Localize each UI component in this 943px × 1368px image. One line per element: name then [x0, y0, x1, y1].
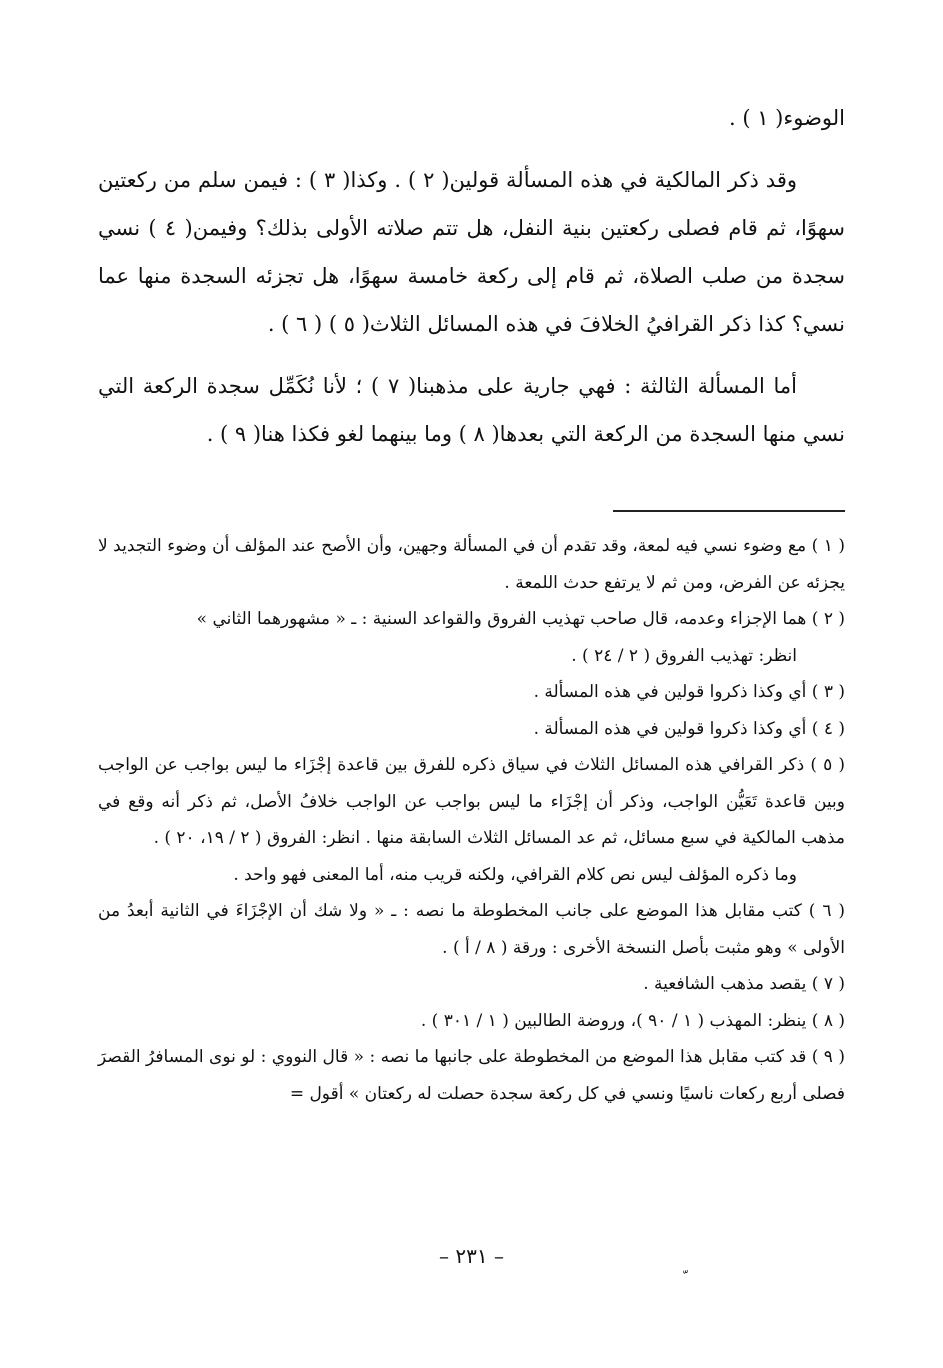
footnote-4: ( ٤ ) أي وكذا ذكروا قولين في هذه المسألة . — [533, 718, 845, 739]
paragraph-2: وقد ذكر المالكية في هذه المسألة قولين( ٢ ) . وكذا( ٣ ) : فيمن سلم من ركعتين سهوًا، ثم قام فصلى ركعتين بنية النفل، هل تتم صلاته الأولى بذلك؟ وفيمن( ٤ ) نسي سجدة من صلب الصلاة، ثم قام إلى ركعة خامسة سهوًا، هل تجزئه السجدة منها عما نسي؟ كذا ذكر القرافيُ الخلافَ في هذه المسائل الثلاث( ٥ ) ( ٦ ) . — [98, 168, 845, 336]
footnote-2-continuation: انظر: تهذيب الفروق ( ٢ / ٢٤ ) . — [571, 645, 797, 666]
footnote-7: ( ٧ ) يقصد مذهب الشافعية . — [643, 974, 845, 994]
footnote-1: ( ١ ) مع وضوء نسي فيه لمعة، وقد تقدم أن في المسألة وجهين، وأن الأصح عند المؤلف أن وضوء التجديد لا يجزئه عن الفرض، ومن ثم لا يرتفع حدث اللمعة . — [98, 536, 845, 593]
footnote-9: ( ٩ ) قد كتب مقابل هذا الموضع من المخطوطة على جانبها ما نصه : « قال النووي : لو نوى المسافرُ القصرَ فصلى أربع ركعات ناسيًا ونسي في كل ركعة سجدة حصلت له ركعتان » أقول = — [98, 1047, 845, 1104]
paragraph-1: الوضوء( ١ ) . — [728, 106, 845, 130]
footnote-5: ( ٥ ) ذكر القرافي هذه المسائل الثلاث في سياق ذكره للفرق بين قاعدة إجْزَاء ما ليس بواجب عن الواجب وبين قاعدة تَعَيُّن الواجب، وذكر أن إجْزَاء ما ليس بواجب عن الواجب خلافُ الأصل، ثم ذكر أنه وقع في مذهب المالكية في سبع مسائل، ثم عد المسائل الثلاث السابقة منها . انظر: الفروق ( ٢ / ١٩، ٢٠ ) . — [98, 755, 845, 848]
page-number: – ٢٣١ – — [439, 1244, 504, 1268]
paragraph-3: أما المسألة الثالثة : فهي جارية على مذهبنا( ٧ ) ؛ لأنا نُكَمِّل سجدة الركعة التي نسي منها السجدة من الركعة التي بعدها( ٨ ) وما بينهما لغو فكذا هنا( ٩ ) . — [98, 374, 845, 446]
footnote-6: ( ٦ ) كتب مقابل هذا الموضع على جانب المخطوطة ما نصه : ـ « ولا شك أن الإجْزَاءَ في الثانية أبعدُ من الأولى » وهو مثبت بأصل النسخة الأخرى : ورقة ( ٨ / أ ) . — [98, 901, 845, 958]
footnote-3: ( ٣ ) أي وكذا ذكروا قولين في هذه المسألة . — [533, 682, 845, 702]
footnote-5-continuation: وما ذكره المؤلف ليس نص كلام القرافي، ولكنه قريب منه، أما المعنى فهو واحد . — [233, 864, 797, 885]
footnote-8: ( ٨ ) ينظر: المهذب ( ١ / ٩٠ )، وروضة الطالبين ( ١ / ٣٠١ ) . — [420, 1010, 845, 1031]
footnotes — [98, 528, 845, 1112]
footnote-2: ( ٢ ) هما الإجزاء وعدمه، قال صاحب تهذيب الفروق والقواعد السنية : ـ « مشهورهما الثاني » — [196, 609, 845, 629]
footnote-separator — [613, 510, 845, 512]
main-text — [98, 94, 845, 458]
